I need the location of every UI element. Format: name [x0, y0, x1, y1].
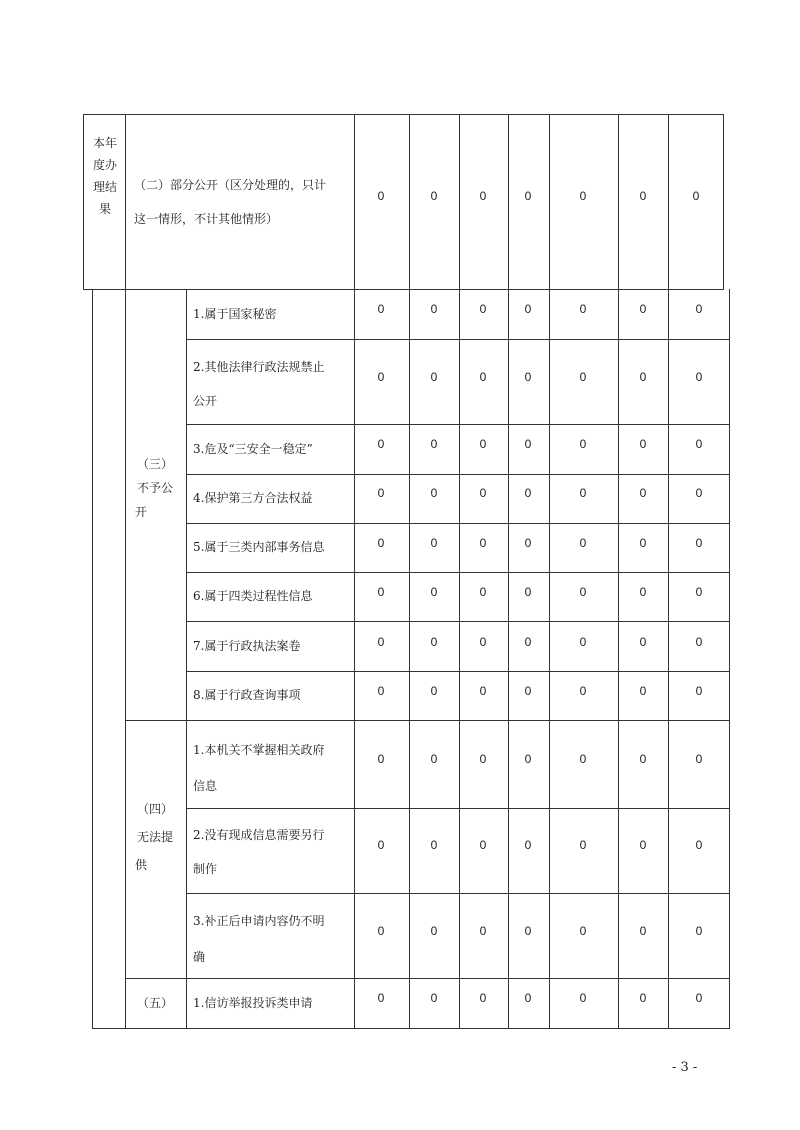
row-divider — [186, 339, 730, 340]
value-cell: 0 — [524, 991, 532, 1005]
row-divider — [186, 808, 730, 809]
table-border — [83, 114, 724, 115]
group-label-line: 不予公 — [136, 481, 173, 495]
value-cell: 0 — [524, 302, 532, 316]
value-cell: 0 — [524, 635, 532, 649]
value-cell: 0 — [639, 536, 647, 550]
page-number: - 3 - — [672, 1060, 698, 1075]
value-cell: 0 — [430, 486, 438, 500]
table-border — [729, 289, 730, 1029]
group-label-line: 开 — [135, 505, 148, 519]
value-cell: 0 — [479, 486, 487, 500]
value-cell: 0 — [639, 302, 647, 316]
row-label: 7.属于行政执法案卷 — [193, 639, 301, 653]
value-cell: 0 — [430, 302, 438, 316]
row-label: 4.保护第三方合法权益 — [193, 491, 313, 505]
value-cell: 0 — [479, 370, 487, 384]
group-label-line: 果 — [98, 202, 111, 216]
value-cell: 0 — [430, 585, 438, 599]
value-cell: 0 — [639, 752, 647, 766]
value-cell: 0 — [579, 635, 587, 649]
value-cell: 0 — [479, 684, 487, 698]
row-label-line: 这一情形，不计其他情形） — [134, 212, 279, 226]
table-border — [354, 289, 355, 1029]
table-border — [83, 289, 724, 290]
table-border — [186, 289, 187, 1029]
group-label-line: 无法提 — [136, 830, 173, 844]
value-cell: 0 — [695, 302, 703, 316]
value-cell: 0 — [377, 437, 385, 451]
value-cell: 0 — [695, 752, 703, 766]
value-cell: 0 — [479, 585, 487, 599]
table-border — [92, 289, 93, 1029]
value-cell: 0 — [377, 536, 385, 550]
value-cell: 0 — [524, 536, 532, 550]
row-divider — [186, 671, 730, 672]
value-cell: 0 — [377, 302, 385, 316]
value-cell: 0 — [524, 486, 532, 500]
group-label-line: 理结 — [92, 180, 117, 194]
value-cell: 0 — [377, 189, 385, 203]
group-label-annual-result — [86, 132, 124, 220]
value-cell: 0 — [430, 684, 438, 698]
value-cell: 0 — [479, 536, 487, 550]
group-label-cannot-provide — [126, 795, 184, 879]
value-cell: 0 — [579, 536, 587, 550]
value-cell: 0 — [692, 189, 700, 203]
value-cell: 0 — [639, 486, 647, 500]
value-cell: 0 — [430, 635, 438, 649]
row-label: 5.属于三类内部事务信息 — [193, 540, 325, 554]
value-cell: 0 — [377, 838, 385, 852]
table-border — [459, 114, 460, 290]
value-cell: 0 — [639, 635, 647, 649]
group-label-line: 度办 — [92, 158, 117, 172]
table-border — [409, 289, 410, 1029]
value-cell: 0 — [430, 189, 438, 203]
value-cell: 0 — [377, 486, 385, 500]
value-cell: 0 — [430, 437, 438, 451]
value-cell: 0 — [579, 437, 587, 451]
value-cell: 0 — [377, 991, 385, 1005]
value-cell: 0 — [579, 189, 587, 203]
group-label-line: 供 — [135, 858, 148, 872]
row-label-line: （二）部分公开（区分处理的，只计 — [134, 178, 327, 192]
group-label-line: 本年 — [92, 136, 117, 150]
value-cell: 0 — [430, 752, 438, 766]
row-label: 3.补正后申请内容仍不明 确 — [193, 914, 325, 964]
value-cell: 0 — [377, 752, 385, 766]
value-cell: 0 — [524, 924, 532, 938]
table-border — [83, 114, 84, 290]
value-cell: 0 — [479, 189, 487, 203]
table-border — [125, 289, 126, 1029]
row-divider — [186, 572, 730, 573]
value-cell: 0 — [524, 189, 532, 203]
value-cell: 0 — [579, 585, 587, 599]
value-cell: 0 — [430, 838, 438, 852]
value-cell: 0 — [524, 752, 532, 766]
value-cell: 0 — [579, 684, 587, 698]
table-border — [409, 114, 410, 290]
value-cell: 0 — [695, 370, 703, 384]
row-label-partial-disclosure — [134, 168, 352, 236]
value-cell: 0 — [579, 924, 587, 938]
value-cell: 0 — [479, 635, 487, 649]
value-cell: 0 — [639, 924, 647, 938]
table-border — [508, 289, 509, 1029]
table-border — [723, 114, 724, 290]
value-cell: 0 — [524, 370, 532, 384]
table-border — [508, 114, 509, 290]
row-divider — [186, 523, 730, 524]
value-cell: 0 — [639, 684, 647, 698]
table-border — [92, 1028, 730, 1029]
row-divider — [186, 424, 730, 425]
table-border — [668, 114, 669, 290]
table-border — [125, 114, 126, 290]
table-border — [354, 114, 355, 290]
value-cell: 0 — [479, 302, 487, 316]
value-cell: 0 — [695, 585, 703, 599]
value-cell: 0 — [430, 370, 438, 384]
group-label-not-disclosed — [126, 452, 184, 524]
value-cell: 0 — [639, 437, 647, 451]
value-cell: 0 — [695, 924, 703, 938]
group-label-line: （三） — [136, 457, 173, 471]
value-cell: 0 — [695, 684, 703, 698]
value-cell: 0 — [695, 536, 703, 550]
value-cell: 0 — [639, 370, 647, 384]
value-cell: 0 — [377, 370, 385, 384]
value-cell: 0 — [639, 189, 647, 203]
row-divider — [186, 621, 730, 622]
group-divider — [125, 720, 730, 721]
table-border — [549, 289, 550, 1029]
value-cell: 0 — [579, 838, 587, 852]
table-border — [549, 114, 550, 290]
value-cell: 0 — [695, 838, 703, 852]
value-cell: 0 — [524, 684, 532, 698]
value-cell: 0 — [377, 684, 385, 698]
value-cell: 0 — [579, 486, 587, 500]
value-cell: 0 — [579, 752, 587, 766]
group-label-line: （四） — [136, 802, 173, 816]
value-cell: 0 — [639, 585, 647, 599]
value-cell: 0 — [695, 486, 703, 500]
value-cell: 0 — [695, 991, 703, 1005]
value-cell: 0 — [479, 924, 487, 938]
value-cell: 0 — [430, 924, 438, 938]
value-cell: 0 — [377, 585, 385, 599]
value-cell: 0 — [377, 924, 385, 938]
value-cell: 0 — [524, 437, 532, 451]
value-cell: 0 — [695, 635, 703, 649]
value-cell: 0 — [430, 991, 438, 1005]
value-cell: 0 — [579, 991, 587, 1005]
table-border — [668, 289, 669, 1029]
row-label: 3.危及“三安全一稳定” — [193, 442, 313, 456]
row-label: 6.属于四类过程性信息 — [193, 589, 313, 603]
value-cell: 0 — [579, 302, 587, 316]
value-cell: 0 — [479, 838, 487, 852]
group-label-line: （五） — [136, 996, 173, 1010]
value-cell: 0 — [479, 752, 487, 766]
row-label: 1.本机关不掌握相关政府 信息 — [193, 743, 325, 793]
table-border — [618, 114, 619, 290]
row-label: 1.属于国家秘密 — [193, 307, 277, 321]
group-divider — [125, 978, 730, 979]
row-label: 2.其他法律行政法规禁止 公开 — [193, 360, 325, 408]
table-border — [459, 289, 460, 1029]
value-cell: 0 — [524, 838, 532, 852]
row-divider — [186, 474, 730, 475]
value-cell: 0 — [479, 991, 487, 1005]
value-cell: 0 — [639, 991, 647, 1005]
row-label: 1.信访举报投诉类申请 — [193, 996, 313, 1010]
row-divider — [186, 893, 730, 894]
group-label-five — [126, 992, 184, 1014]
value-cell: 0 — [579, 370, 587, 384]
value-cell: 0 — [524, 585, 532, 599]
row-label: 2.没有现成信息需要另行 制作 — [193, 828, 325, 876]
table-border — [618, 289, 619, 1029]
value-cell: 0 — [479, 437, 487, 451]
value-cell: 0 — [639, 838, 647, 852]
value-cell: 0 — [430, 536, 438, 550]
value-cell: 0 — [377, 635, 385, 649]
value-cell: 0 — [695, 437, 703, 451]
row-label: 8.属于行政查询事项 — [193, 688, 301, 702]
